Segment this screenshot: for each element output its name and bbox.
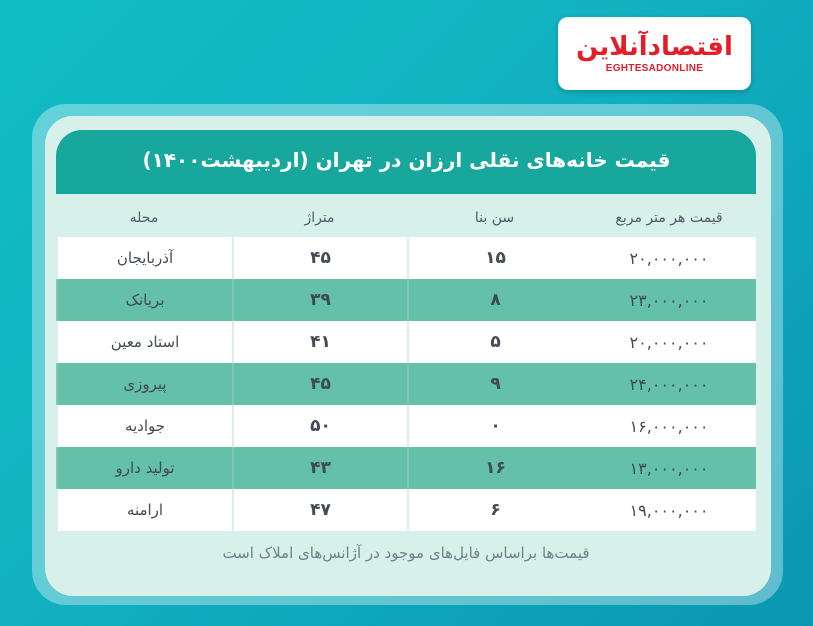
- cell-meter: ۳۹: [232, 279, 407, 321]
- cell-area: تولید دارو: [56, 447, 232, 489]
- logo-english-text: EGHTESADONLINE: [605, 62, 704, 74]
- logo-persian-text: اقتصادآنلاین: [576, 31, 733, 62]
- cell-area: بریانک: [56, 279, 232, 321]
- cell-price: ۱۳,۰۰۰,۰۰۰: [629, 458, 709, 478]
- table-row: [56, 279, 756, 321]
- table-row: [56, 405, 756, 447]
- cell-meter: ۴۳: [232, 447, 407, 489]
- cell-age: ۱۵: [407, 237, 582, 279]
- cell-age: ۰: [407, 405, 582, 447]
- cell-meter: ۵۰: [232, 405, 407, 447]
- cell-area: آذربایجان: [56, 237, 232, 279]
- price-table: [56, 199, 756, 531]
- cell-area: ارامنه: [56, 489, 232, 531]
- table-row: [56, 489, 756, 531]
- cell-meter: ۴۵: [232, 237, 407, 279]
- table-row: [56, 237, 756, 279]
- cell-price: ۲۰,۰۰۰,۰۰۰: [629, 248, 709, 268]
- cell-price: ۲۰,۰۰۰,۰۰۰: [629, 332, 709, 352]
- cell-age: ۶: [407, 489, 582, 531]
- cell-age: ۵: [407, 321, 582, 363]
- cell-age: ۹: [407, 363, 582, 405]
- page-title: قیمت خانه‌های نقلی ارزان در تهران (اردیبهشت۱۴۰۰): [142, 148, 671, 172]
- header-meter: متراژ: [304, 210, 335, 226]
- cell-age: ۱۶: [407, 447, 582, 489]
- footer-note: قیمت‌ها براساس فایل‌های موجود در آژانس‌های املاک است: [222, 544, 590, 562]
- cell-area: پیروزی: [56, 363, 232, 405]
- cell-meter: ۴۷: [232, 489, 407, 531]
- cell-price: ۱۹,۰۰۰,۰۰۰: [629, 500, 709, 520]
- header-age: سن بنا: [474, 210, 515, 226]
- cell-area: استاد معین: [56, 321, 232, 363]
- table-row: [56, 447, 756, 489]
- brand-logo: [558, 17, 751, 90]
- cell-price: ۲۴,۰۰۰,۰۰۰: [629, 374, 709, 394]
- table-row: [56, 363, 756, 405]
- cell-area: جوادیه: [56, 405, 232, 447]
- cell-price: ۲۳,۰۰۰,۰۰۰: [629, 290, 709, 310]
- cell-meter: ۴۱: [232, 321, 407, 363]
- header-area: محله: [129, 210, 159, 226]
- header-price: قیمت هر متر مربع: [615, 210, 723, 226]
- table-header-row: [56, 199, 756, 237]
- cell-price: ۱۶,۰۰۰,۰۰۰: [629, 416, 709, 436]
- cell-age: ۸: [407, 279, 582, 321]
- cell-meter: ۴۵: [232, 363, 407, 405]
- table-row: [56, 321, 756, 363]
